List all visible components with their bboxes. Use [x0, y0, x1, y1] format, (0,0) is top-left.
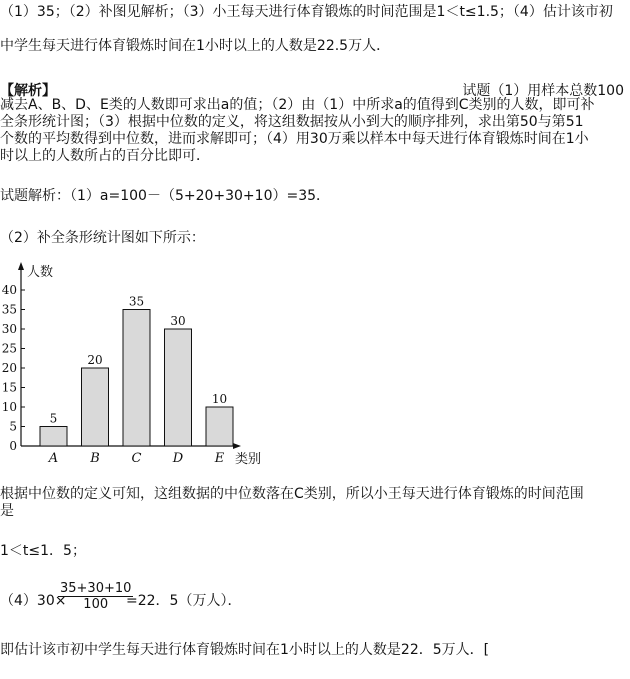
fraction-numerator: 35+30+10: [60, 581, 132, 596]
bar-chart: [0, 258, 275, 473]
part4-prefix: （4）30×: [0, 593, 67, 609]
analysis-line-3: 个数的平均数得到中位数，进而求解即可；（4）用30万乘以样本中每天进行体育锻炼时间在1小: [0, 131, 589, 147]
y-axis-label: 人数: [27, 265, 54, 280]
header-line-1: （1）35；（2）补图见解析；（3）小王每天进行体育锻炼的时间范围是1＜t≤1.5；（4）估计该市初: [0, 4, 613, 20]
category-label-C: C: [131, 451, 142, 466]
part3-line-2: 是: [0, 503, 14, 519]
bar-label-C: 35: [128, 294, 145, 309]
solution-line: 试题解析：（1）a=100－（5+20+30+10）=35．: [0, 188, 331, 204]
part3-line-1: 根据中位数的定义可知，这组数据的中位数落在C类别，所以小王每天进行体育锻炼的时间范围: [0, 486, 584, 502]
y-axis-arrow: [18, 262, 24, 270]
bar-label-A: 5: [49, 411, 58, 426]
bar-C: [123, 310, 150, 447]
bar-D: [165, 329, 192, 446]
part4-fraction: [58, 581, 133, 612]
y-tick-label: 0: [9, 439, 17, 453]
bar-label-D: 30: [170, 314, 186, 328]
category-label-A: A: [48, 451, 59, 466]
range-line: 1＜t≤1．5；: [0, 543, 86, 559]
analysis-line-4: 时以上的人数所占的百分比即可．: [0, 148, 210, 164]
analysis-line-2: 全条形统计图；（3）根据中位数的定义，将这组数据按从小到大的顺序排列，求出第50与第51: [0, 114, 584, 130]
bar-A: [40, 427, 67, 447]
category-label-B: B: [90, 451, 100, 466]
y-tick-label: 20: [1, 361, 17, 375]
analysis-right-text: 试题（1）用样本总数100: [462, 83, 624, 99]
part2-line: （2）补全条形统计图如下所示：: [0, 230, 205, 246]
y-tick-label: 10: [1, 400, 17, 414]
y-tick-label: 35: [1, 302, 17, 317]
bar-label-E: 10: [211, 392, 228, 406]
final-line: 即估计该市初中学生每天进行体育锻炼时间在1小时以上的人数是22．5万人．[: [0, 642, 490, 658]
bar-E: [206, 407, 233, 446]
fraction-denominator: 100: [83, 597, 109, 612]
bar-label-B: 20: [87, 353, 103, 367]
y-tick-label: 5: [9, 419, 17, 434]
analysis-label: 【解析】: [0, 83, 56, 99]
category-label-E: E: [214, 451, 225, 466]
part4-suffix: =22．5（万人）．: [126, 593, 242, 609]
analysis-line-1: 减去A、B、D、E类的人数即可求出a的值；（2）由（1）中所求a的值得到C类别的人数，即可补: [0, 97, 595, 113]
bar-B: [82, 368, 109, 446]
header-line-2: 中学生每天进行体育锻炼时间在1小时以上的人数是22.5万人．: [0, 38, 391, 54]
y-tick-label: 15: [1, 380, 17, 395]
category-label-D: D: [172, 451, 184, 466]
y-tick-label: 40: [1, 283, 17, 297]
x-axis-arrow: [233, 443, 241, 449]
y-tick-label: 25: [1, 341, 17, 356]
x-axis-label: 类别: [235, 452, 262, 467]
y-tick-label: 30: [1, 322, 17, 336]
